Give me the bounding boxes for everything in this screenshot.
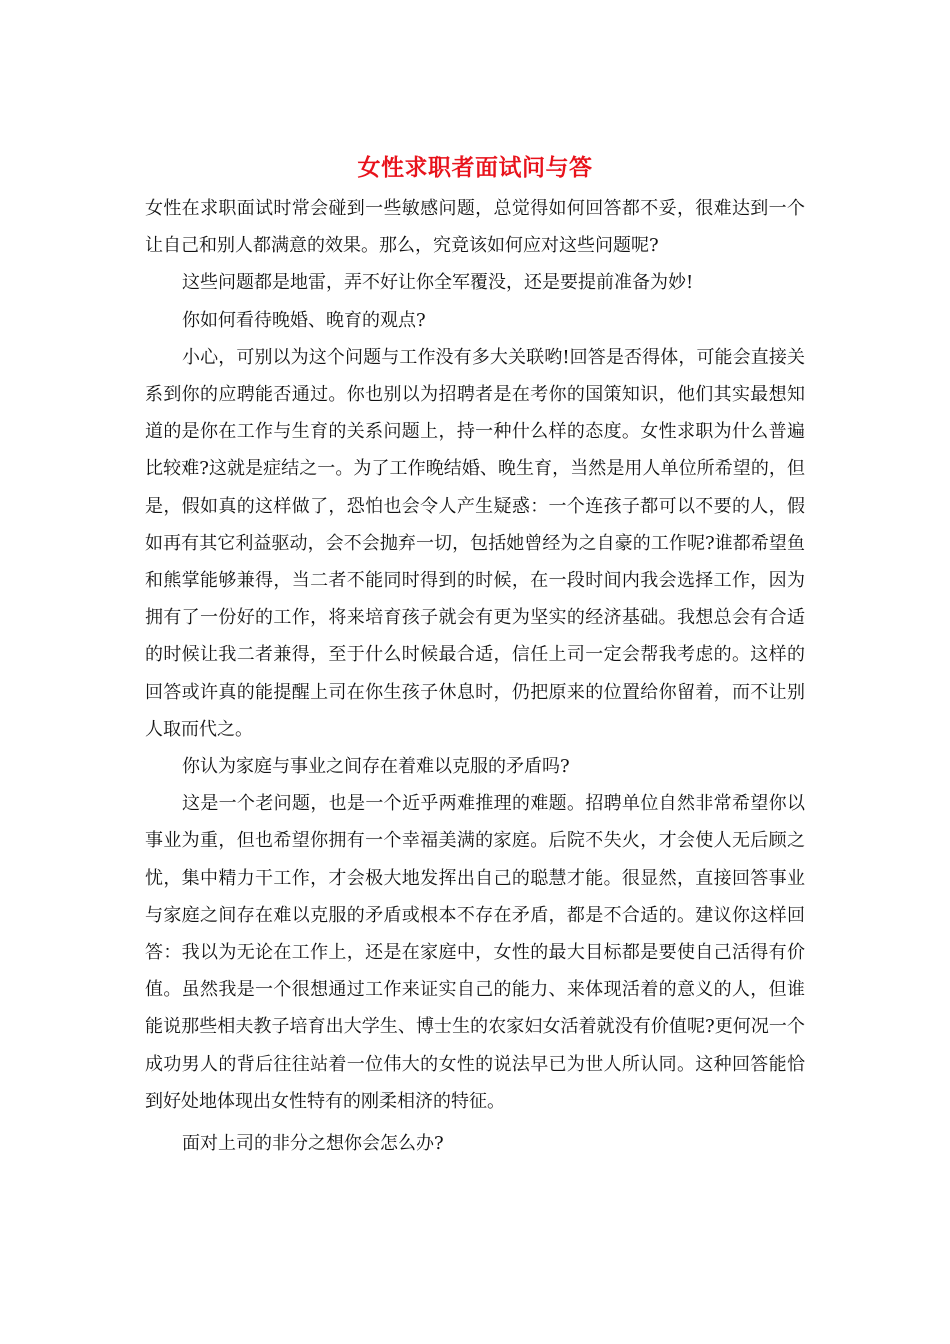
paragraph-intro: 女性在求职面试时常会碰到一些敏感问题，总觉得如何回答都不妥，很难达到一个让自己和别人都满意的效果。那么，究竟该如何应对这些问题呢? (145, 198, 805, 257)
answer-family-career: 这是一个老问题，也是一个近乎两难推理的难题。招聘单位自然非常希望你以事业为重，但也希望你拥有一个幸福美满的家庭。后院不失火，才会使人无后顾之忧，集中精力干工作，才会极大地发挥出自己的聪慧才能。很显然，直接回答事业与家庭之间存在难以克服的矛盾或根本不存在矛盾，都是不合适的。建议你这样回答：我以为无论在工作上，还是在家庭中，女性的最大目标都是要使自己活得有价值。虽然我是一个很想通过工作来证实自己的能力、来体现活着的意义的人，但谁能说那些相夫教子培育出大学生、博士生的农家妇女活着就没有价值呢?更何况一个成功男人的背后往往站着一位伟大的女性的说法早已为世人所认同。这种回答能恰到好处地体现出女性特有的刚柔相济的特征。 (145, 793, 805, 1112)
question-late-marriage: 你如何看待晚婚、晚育的观点? (182, 309, 426, 331)
answer-late-marriage: 小心，可别以为这个问题与工作没有多大关联哟!回答是否得体，可能会直接关系到你的应聘能否通过。你也别以为招聘者是在考你的国策知识，他们其实最想知道的是你在工作与生育的关系问题上，持一种什么样的态度。女性求职为什么普遍比较难?这就是症结之一。为了工作晚结婚、晚生育，当然是用人单位所希望的，但是，假如真的这样做了，恐怕也会令人产生疑惑：一个连孩子都可以不要的人，假如再有其它利益驱动，会不会抛弃一切，包括她曾经为之自豪的工作呢?谁都希望鱼和熊掌能够兼得，当二者不能同时得到的时候，在一段时间内我会选择工作，因为拥有了一份好的工作，将来培育孩子就会有更为坚实的经济基础。我想总会有合适的时候让我二者兼得，至于什么时候最合适，信任上司一定会帮我考虑的。这样的回答或许真的能提醒上司在你生孩子休息时，仍把原来的位置给你留着，而不让别人取而代之。 (145, 346, 805, 740)
document-body (145, 190, 805, 1162)
paragraph-landmine-note: 这些问题都是地雷，弄不好让你全军覆没，还是要提前准备为妙! (182, 272, 694, 294)
document-title: 女性求职者面试问与答 (357, 154, 593, 181)
question-family-career: 你认为家庭与事业之间存在着难以克服的矛盾吗? (182, 756, 570, 778)
question-boss-advances: 面对上司的非分之想你会怎么办? (182, 1133, 444, 1155)
